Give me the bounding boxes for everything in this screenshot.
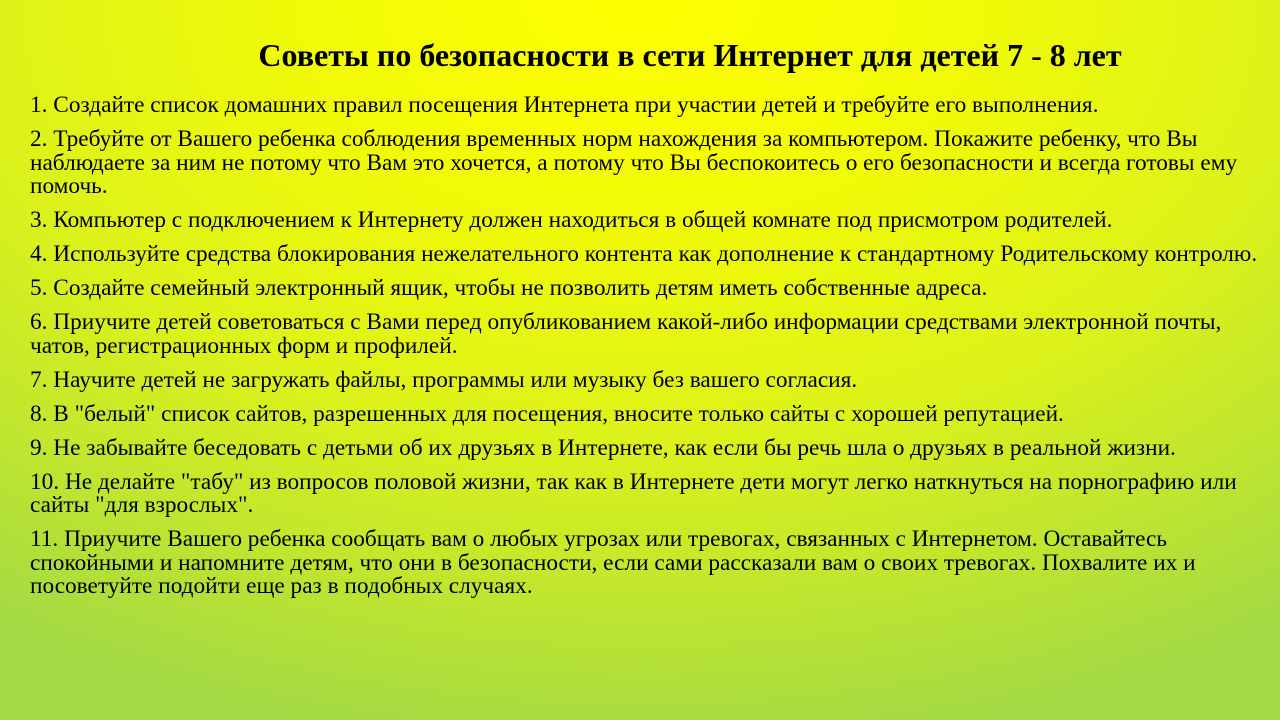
- tip-item-11: 11. Приучите Вашего ребенка сообщать вам о любых угрозах или тревогах, связанных с Интернетом. Оставайтесь спокойными и напомните детям, что они в безопасности, если сами рассказали вам о своих тревогах. Похвалите их и посоветуйте подойти еще раз в подобных случаях.: [30, 526, 1196, 599]
- tip-item-5: 5. Создайте семейный электронный ящик, чтобы не позволить детям иметь собственные адреса.: [30, 275, 988, 301]
- tip-item-8: 8. В "белый" список сайтов, разрешенных для посещения, вносите только сайты с хорошей репутацией.: [30, 400, 1064, 427]
- tips-list: [30, 94, 1260, 609]
- tip-item-2: 2. Требуйте от Вашего ребенка соблюдения временных норм нахождения за компьютером. Покажите ребенку, что Вы наблюдаете за ним не потому что Вам это хочется, а потому что Вы беспокоитесь о его безопасности и всегда готовы ему помочь.: [30, 126, 1238, 199]
- tip-item-3: 3. Компьютер с подключением к Интернету должен находиться в общей комнате под присмотром родителей.: [30, 207, 1113, 233]
- tip-item-10: 10. Не делайте "табу" из вопросов половой жизни, так как в Интернете дети могут легко наткнуться на порнографию или сайты "для взрослых".: [30, 468, 1237, 518]
- tip-item-1: 1. Создайте список домашних правил посещения Интернета при участии детей и требуйте его выполнения.: [30, 92, 1099, 118]
- tip-item-4: 4. Используйте средства блокирования нежелательного контента как дополнение к стандартному Родительскому контролю.: [30, 241, 1258, 267]
- slide-title: Советы по безопасности в сети Интернет для детей 7 - 8 лет: [258, 37, 1122, 73]
- tip-item-9: 9. Не забывайте беседовать с детьми об их друзьях в Интернете, как если бы речь шла о друзьях в реальной жизни.: [30, 434, 1176, 461]
- tip-item-6: 6. Приучите детей советоваться с Вами перед опубликованием какой-либо информации средствами электронной почты, чатов, регистрационных форм и профилей.: [30, 309, 1222, 359]
- tip-item-7: 7. Научите детей не загружать файлы, программы или музыку без вашего согласия.: [30, 366, 858, 393]
